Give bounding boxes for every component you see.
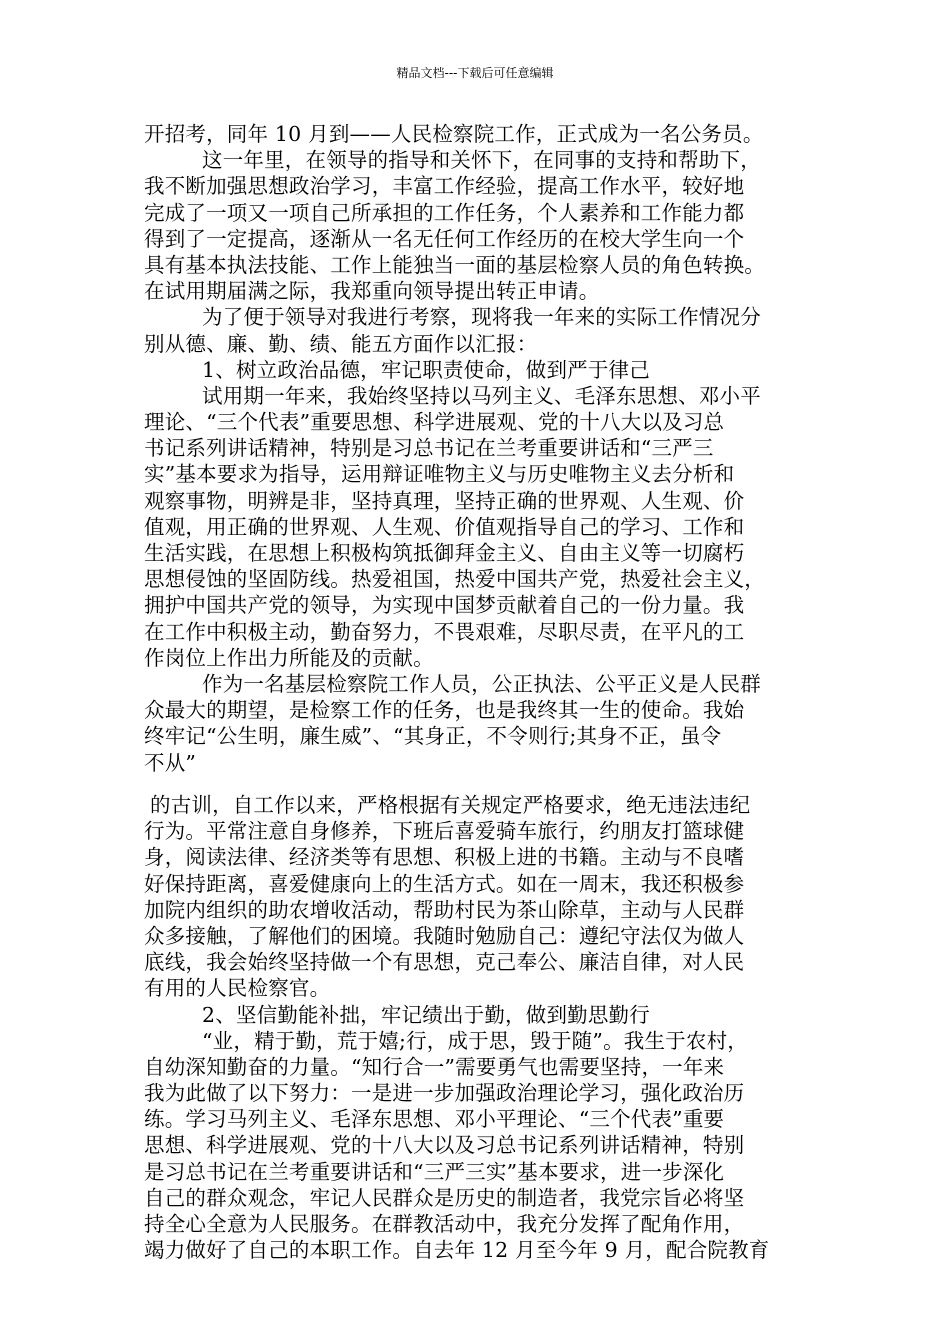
text-line: 具有基本执法技能、工作上能独当一面的基层检察人员的角色转换。: [144, 252, 765, 277]
text-line: 有用的人民检察官。: [144, 976, 331, 1001]
text-line: 观察事物，明辨是非，坚持真理，坚持正确的世界观、人生观、价: [144, 488, 745, 513]
text-line: 众多接触，了解他们的困境。我随时勉励自己：遵纪守法仅为做人: [144, 923, 745, 948]
text-line: 别从德、廉、勤、绩、能五方面作以汇报：: [144, 331, 538, 356]
body-text-block-1: [144, 121, 809, 776]
text-line: 作为一名基层检察院工作人员，公正执法、公平正义是人民群: [202, 671, 761, 696]
text-line: 实”基本要求为指导，运用辩证唯物主义与历史唯物主义去分析和: [144, 462, 735, 487]
text-line: 思想侵蚀的坚固防线。热爱祖国，热爱中国共产党，热爱社会主义，: [144, 567, 765, 592]
text-line: 练。学习马列主义、毛泽东思想、邓小平理论、“三个代表”重要: [144, 1107, 725, 1132]
text-line: 完成了一项又一项自己所承担的工作任务，个人素养和工作能力都: [144, 200, 745, 225]
section-heading-1: 1、树立政治品德，牢记职责使命，做到严于律己: [202, 357, 650, 382]
text-line: 在试用期届满之际，我郑重向领导提出转正申请。: [144, 279, 600, 304]
text-line: 理论、“三个代表”重要思想、科学进展观、党的十八大以及习总: [144, 410, 725, 435]
body-text-block-2: [144, 792, 809, 1263]
text-line: 作岗位上作出力所能及的贡献。: [144, 645, 434, 670]
text-line: 的古训，自工作以来，严格根据有关规定严格要求，绝无违法违纪: [150, 793, 751, 817]
text-line: 是习总书记在兰考重要讲话和“三严三实”基本要求，进一步深化: [144, 1159, 725, 1184]
text-line: 得到了一定提高，逐渐从一名无任何工作经历的在校大学生向一个: [144, 226, 745, 251]
text-line: 书记系列讲话精神，特别是习总书记在兰考重要讲话和“三严三: [144, 436, 714, 461]
text-line: 开招考，同年 10 月到——人民检察院工作，正式成为一名公务员。: [144, 122, 764, 146]
text-line: 行为。平常注意自身修养，下班后喜爱骑车旅行，约朋友打篮球健: [144, 819, 745, 844]
text-line: 不从”: [144, 750, 197, 775]
section-heading-2: 2、坚信勤能补拙，牢记绩出于勤，做到勤思勤行: [202, 1002, 650, 1027]
text-line: 生活实践，在思想上积极构筑抵御拜金主义、自由主义等一切腐朽: [144, 541, 745, 565]
text-line: 众最大的期望，是检察工作的任务，也是我终其一生的使命。我始: [144, 698, 745, 723]
text-line: 我为此做了以下努力：一是进一步加强政治理论学习，强化政治历: [144, 1081, 745, 1106]
text-line: 试用期一年来，我始终坚持以马列主义、毛泽东思想、邓小平: [202, 383, 761, 408]
text-line: 竭力做好了自己的本职工作。自去年 12 月至今年 9 月，配合院教育: [144, 1238, 770, 1263]
text-line: 身，阅读法律、经济类等有思想、积极上进的书籍。主动与不良嗜: [144, 845, 745, 870]
text-line: 在工作中积极主动，勤奋努力，不畏艰难，尽职尽责，在平凡的工: [144, 619, 745, 644]
text-line: 底线，我会始终坚持做一个有思想，克己奉公、廉洁自律，对人民: [144, 950, 745, 975]
text-line: 自己的群众观念，牢记人民群众是历史的制造者，我党宗旨必将坚: [144, 1185, 745, 1210]
text-line: 持全心全意为人民服务。在群教活动中，我充分发挥了配角作用，: [144, 1212, 745, 1236]
text-line: 为了便于领导对我进行考察，现将我一年来的实际工作情况分: [202, 305, 761, 330]
text-line: 拥护中国共产党的领导，为实现中国梦贡献着自己的一份力量。我: [144, 593, 745, 618]
text-line: 值观，用正确的世界观、人生观、价值观指导自己的学习、工作和: [144, 514, 745, 539]
text-line: 终牢记“公生明，廉生威”、“其身正，不令则行;其身不正，虽令: [144, 724, 722, 749]
text-line: 加院内组织的助农增收活动，帮助村民为茶山除草，主动与人民群: [144, 897, 745, 922]
text-line: 思想、科学进展观、党的十八大以及习总书记系列讲话精神，特别: [144, 1133, 745, 1158]
page-header: 精品文档---下载后可任意编辑: [396, 66, 554, 80]
text-line: 自幼深知勤奋的力量。“知行合一”需要勇气也需要坚持，一年来: [144, 1054, 725, 1079]
text-line: 这一年里，在领导的指导和关怀下，在同事的支持和帮助下，: [202, 148, 761, 173]
text-line: 我不断加强思想政治学习，丰富工作经验，提高工作水平，较好地: [144, 174, 745, 199]
text-line: 好保持距离，喜爱健康向上的生活方式。如在一周末，我还积极参: [144, 871, 745, 896]
text-line: “业，精于勤，荒于嬉;行，成于思，毁于随”。我生于农村，: [202, 1028, 748, 1053]
